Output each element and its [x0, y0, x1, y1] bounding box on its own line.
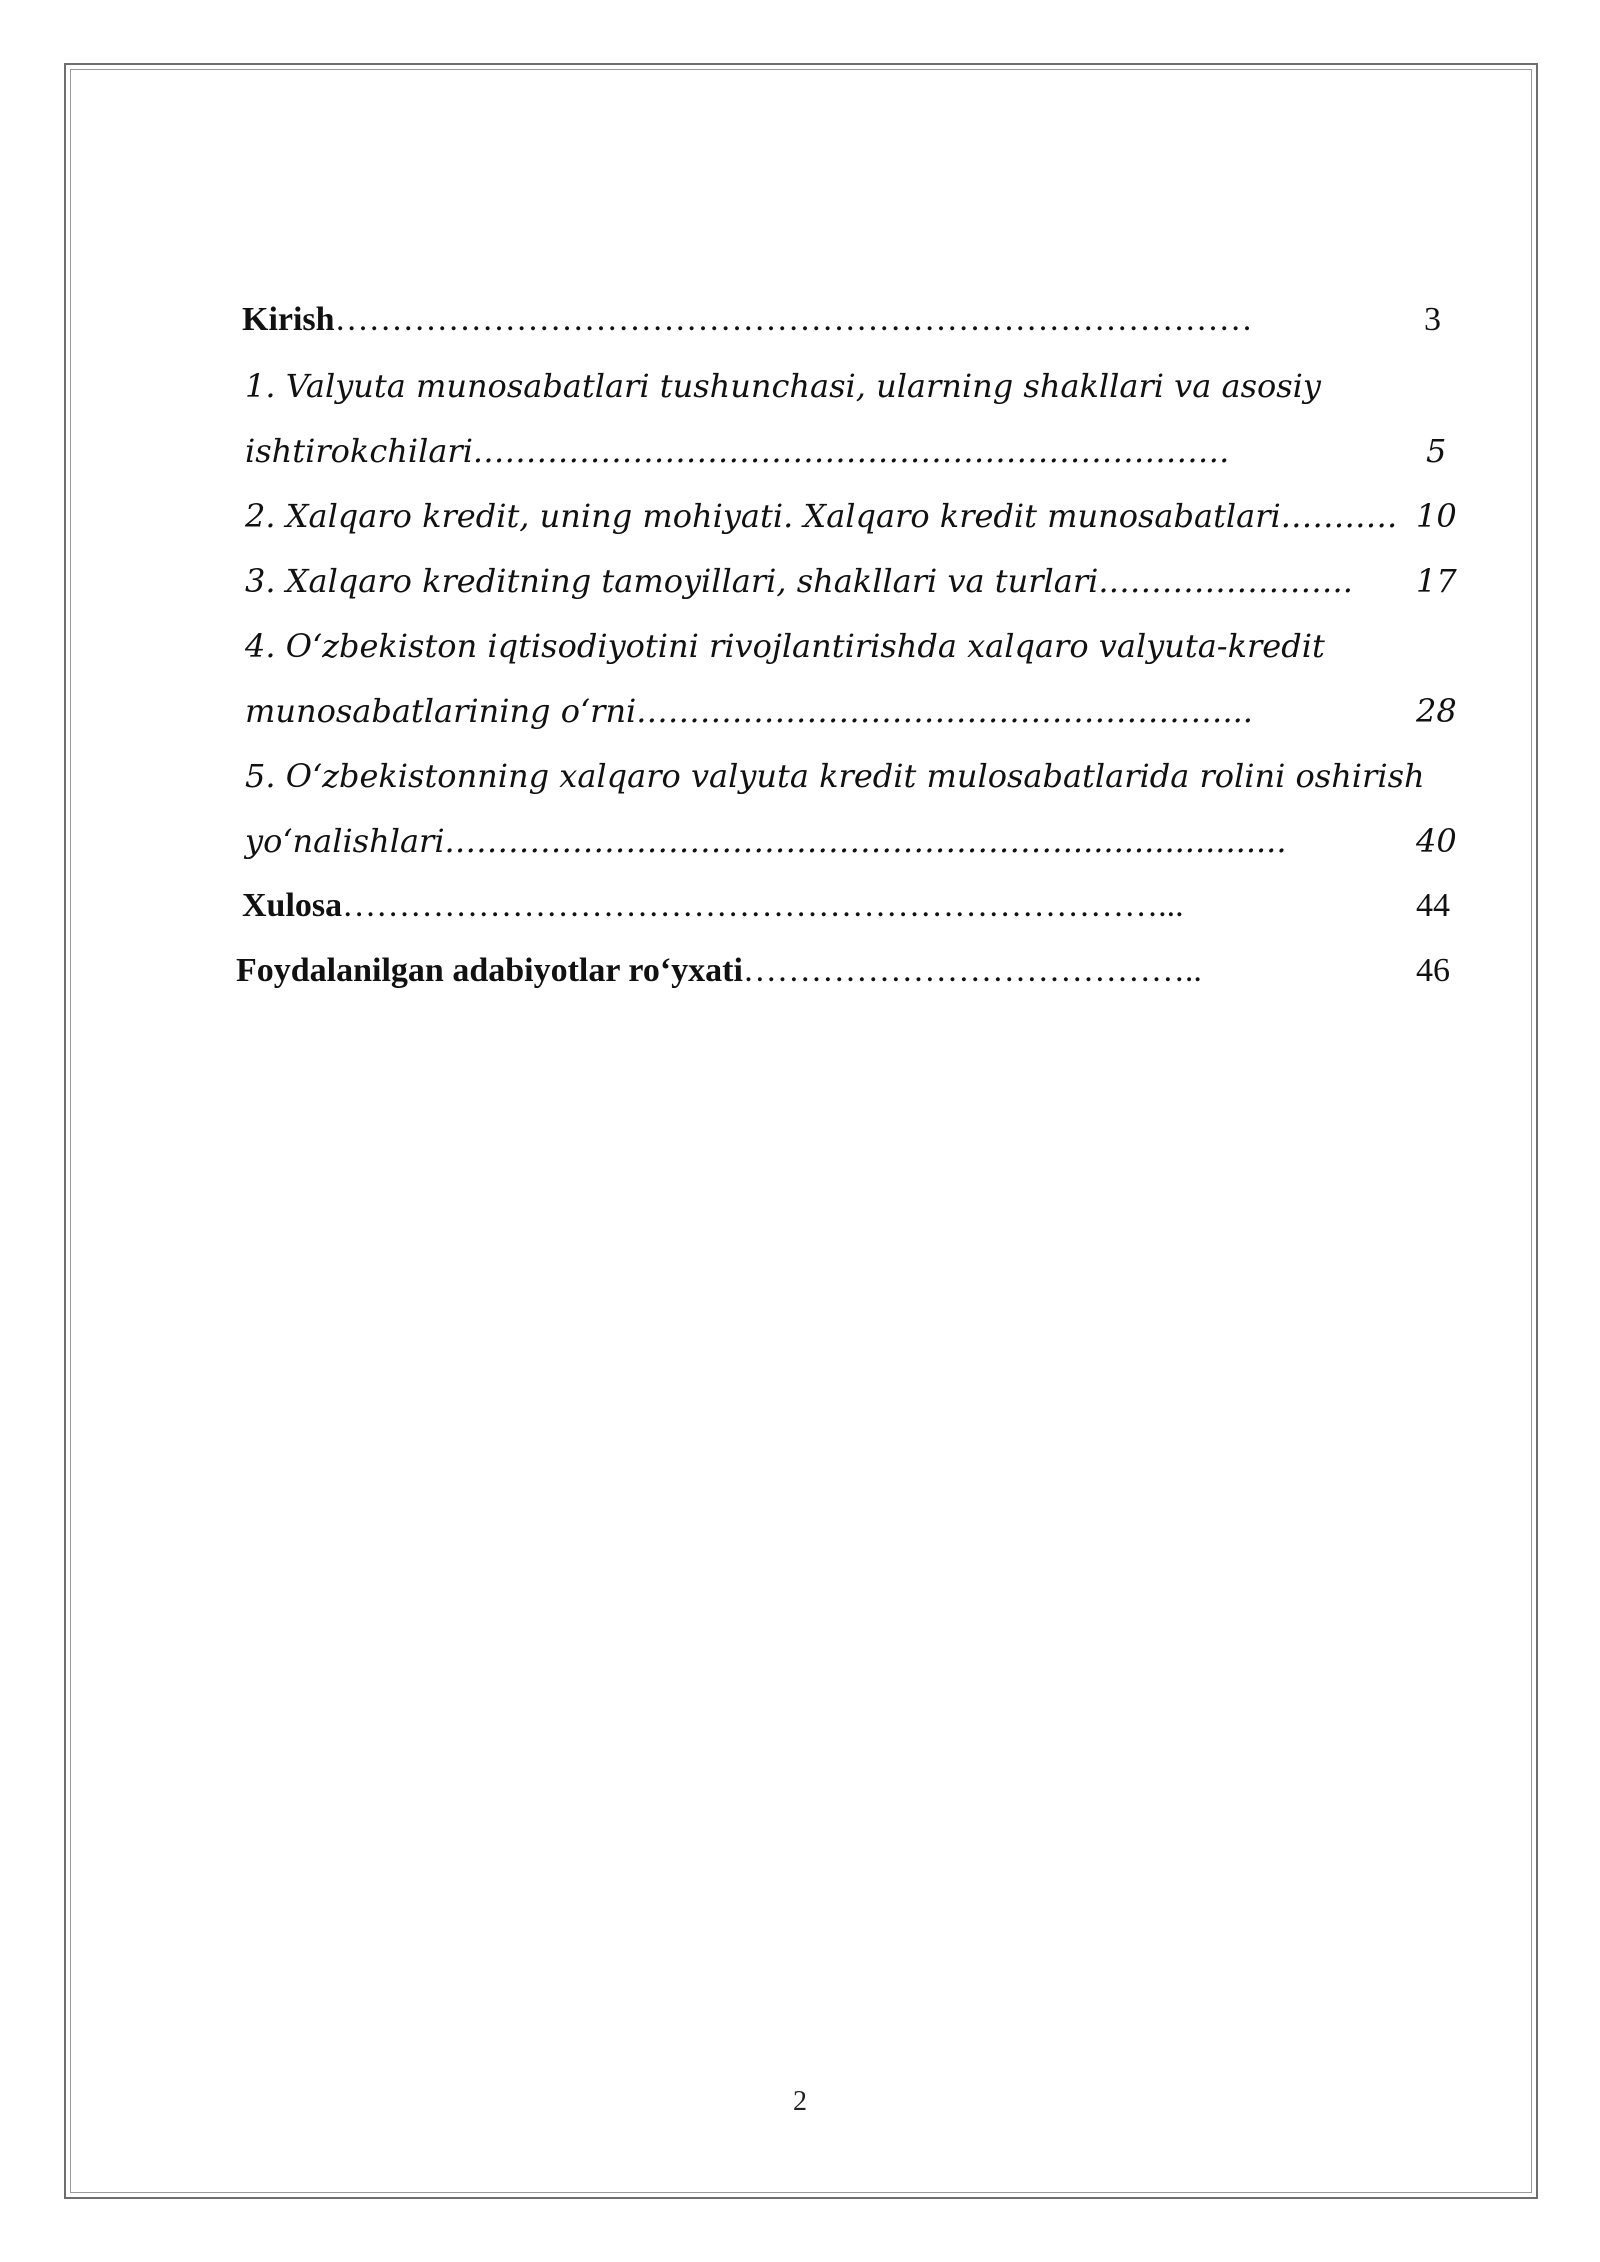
- toc-page-number: 46: [1416, 952, 1450, 989]
- toc-entry-xulosa: [242, 886, 1184, 926]
- toc-leader-dots: ………………………………………………………………………: [334, 301, 1253, 338]
- toc-page-number: 28: [1416, 692, 1457, 730]
- toc-page-number: 44: [1416, 887, 1450, 924]
- toc-entry-1-line-2: [245, 431, 1229, 471]
- toc-page-number: 5: [1426, 432, 1447, 470]
- toc-page-number: 10: [1416, 497, 1457, 535]
- toc-leader-dots: …………………………………..: [742, 952, 1202, 989]
- toc-entry-title: Xulosa: [242, 887, 343, 924]
- toc-entry-4-line-1: [245, 626, 1325, 666]
- toc-entry-5-line-1: [245, 756, 1425, 796]
- toc-leader-dots: …………………………………………………......................: [454, 822, 1287, 860]
- toc-entry-1-line-1: [245, 366, 1321, 406]
- toc-entry-3: [245, 561, 1353, 601]
- toc-entry-title: Kirish: [242, 301, 335, 338]
- toc-entry-4-line-2: [245, 691, 1253, 731]
- page-number-footer: 2: [793, 2086, 807, 2117]
- toc-leader-dots: ……….: [1290, 497, 1398, 535]
- toc-entry-title: 5. O‘zbekistonning xalqaro valyuta kredit mulosabatlarida rolini oshirish: [245, 757, 1425, 795]
- toc-entry-references: [236, 951, 1202, 991]
- toc-leader-dots: ………………………………………………………………...: [342, 887, 1184, 924]
- toc-entry-title: 4. O‘zbekiston iqtisodiyotini rivojlantirishda xalqaro valyuta-kredit: [245, 627, 1325, 665]
- toc-entry-title: 2. Xalqaro kredit, uning mohiyati. Xalqaro kredit munosabatlari.: [245, 497, 1291, 535]
- toc-leader-dots: …………………..: [1108, 562, 1353, 600]
- toc-entry-title: yo‘nalishlari.: [245, 822, 455, 860]
- toc-entry-5-line-2: [245, 821, 1287, 861]
- toc-entry-title: 1. Valyuta munosabatlari tushunchasi, ularning shakllari va asosiy: [245, 367, 1321, 405]
- toc-entry-kirish: [242, 300, 1253, 340]
- toc-page-number: 40: [1416, 822, 1457, 860]
- toc-entry-title: Foydalanilgan adabiyotlar ro‘yxati: [236, 952, 743, 989]
- table-of-contents: [0, 0, 1600, 1100]
- toc-page-number: 3: [1424, 301, 1441, 338]
- toc-leader-dots: …………………………………………………………….: [483, 432, 1230, 470]
- toc-leader-dots: ………………………………………………...: [646, 692, 1253, 730]
- toc-entry-title: ishtirokchilari.: [245, 432, 484, 470]
- toc-page-number: 17: [1416, 562, 1457, 600]
- toc-entry-title: munosabatlarining o‘rni.: [245, 692, 647, 730]
- toc-entry-title: 3. Xalqaro kreditning tamoyillari, shakllari va turlari.: [245, 562, 1109, 600]
- toc-entry-2: [245, 496, 1397, 536]
